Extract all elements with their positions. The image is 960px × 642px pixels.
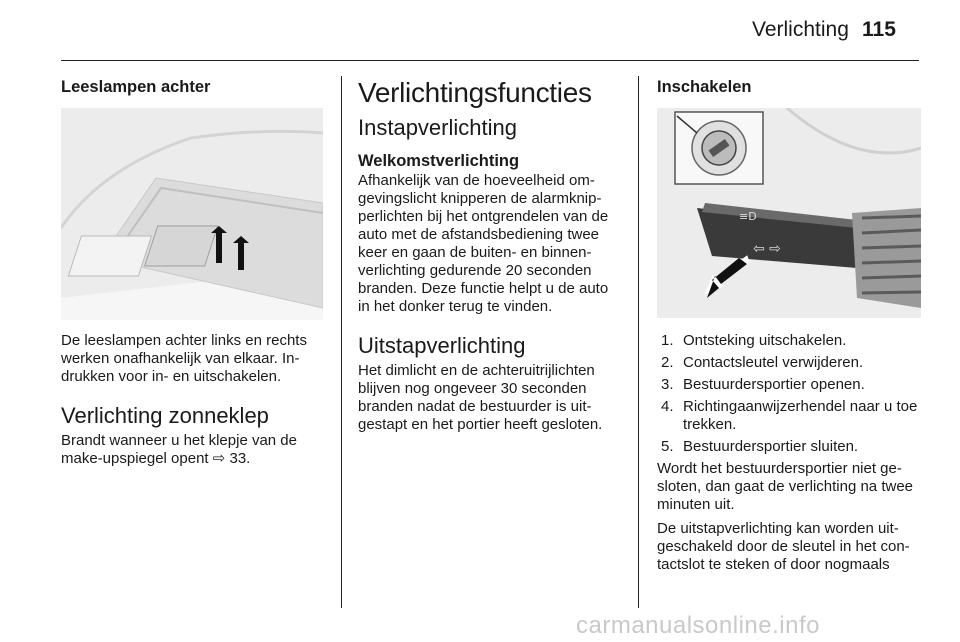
section-heading-exit-lighting: Uitstapverlichting (358, 333, 526, 358)
deactivate-text: De uitstapverlichting kan worden uit- geschakeld door de sleutel in het con- tactslot te steken of door nogmaals (657, 520, 910, 573)
watermark: carmanualsonline.info (576, 612, 820, 639)
list-item: 2. Contactsleutel verwijderen. (661, 354, 864, 371)
svg-text:⇦ ⇨: ⇦ ⇨ (753, 241, 781, 257)
svg-text:≡D: ≡D (739, 210, 757, 223)
column-1 (61, 76, 323, 468)
page-number: 115 (862, 18, 896, 41)
reading-lamp-illustration (61, 108, 323, 320)
door-not-closed-text: Wordt het bestuurdersportier niet ge- sloten, dan gaat de verlichting na twee minuten uit. (657, 460, 914, 513)
list-item: 4. Richtingaanwijzerhendel naar u toe trekken. (661, 398, 918, 433)
header-divider (61, 60, 919, 61)
section-heading-visor-light: Verlichting zonneklep (61, 403, 269, 428)
column-divider-1 (341, 76, 342, 608)
list-item: 3. Bestuurdersportier openen. (661, 376, 865, 393)
chapter-title: Verlichtingsfuncties (358, 77, 592, 108)
column-3 (657, 76, 921, 574)
list-item: 1. Ontsteking uitschakelen. (661, 332, 847, 349)
stalk-illustration (657, 108, 921, 318)
subtitle-entry-lighting: Instapverlichting (358, 115, 517, 140)
reading-lamp-text: De leeslampen achter links en rechts werken onafhankelijk van elkaar. In- drukken voor in- en uitschakelen. (61, 332, 307, 385)
heading-welcome-lighting: Welkomstverlichting (358, 152, 520, 170)
list-item: 5. Bestuurdersportier sluiten. (661, 438, 859, 455)
reading-lamp-icon (61, 108, 323, 320)
column-divider-2 (638, 76, 639, 608)
instruction-list (657, 332, 921, 456)
column-2 (358, 76, 622, 434)
visor-light-text: Brandt wanneer u het klepje van de make-upspiegel opent ⇨ 33. (61, 432, 297, 467)
welcome-lighting-text: Afhankelijk van de hoeveelheid om- gevingslicht knipperen de alarmknip- perlichten bij het ontgrendelen van de auto met de afstandsbediening twee keer en gaan de buiten- en binnen- verlichting gedurende 20 seconden branden. Deze functie helpt u de auto in het donker terug te vinden. (358, 172, 609, 315)
running-header-title: Verlichting (752, 18, 849, 41)
exit-lighting-text: Het dimlicht en de achteruitrijlichten blijven nog ongeveer 30 seconden branden nadat de bestuurder is uit- gestapt en het portier heeft gesloten. (358, 362, 603, 433)
turn-signal-stalk-icon (657, 108, 921, 318)
heading-activate: Inschakelen (657, 78, 752, 96)
section-heading-reading-lamps: Leeslampen achter (61, 78, 211, 96)
